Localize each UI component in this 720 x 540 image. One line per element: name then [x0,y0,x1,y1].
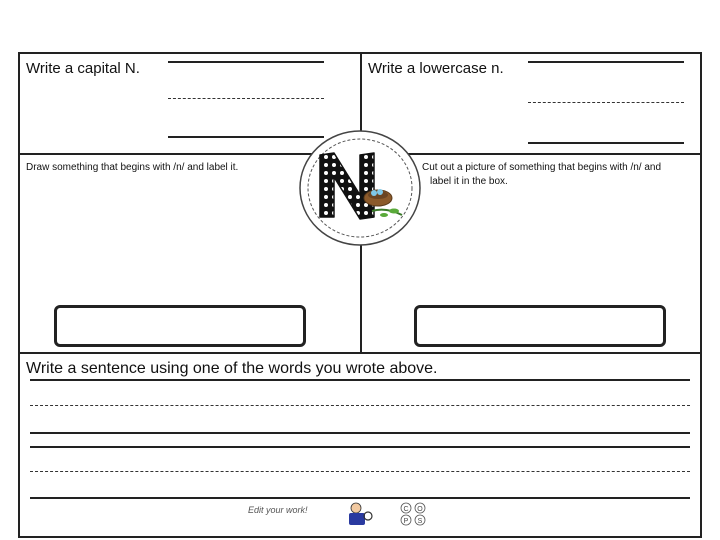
letter-n-badge [298,129,422,247]
sentence-line-2-top [30,446,690,448]
cops-letter-p: P [403,518,409,525]
sentence-line-1-top [30,379,690,381]
capital-top-line [168,61,324,63]
cut-label-box[interactable] [414,305,666,347]
sentence-line-2-base[interactable] [30,497,690,499]
cut-prompt-line2: label it in the box. [430,176,508,187]
capital-mid-dashed-line [168,98,324,99]
cops-letter-o: O [417,506,423,513]
lowercase-top-line [528,61,684,63]
lowercase-n-prompt: Write a lowercase n. [368,60,504,77]
student-with-magnifier-icon [349,503,372,525]
capital-n-prompt: Write a capital N. [26,60,140,77]
sentence-line-2-mid [30,471,690,472]
cut-prompt-line1: Cut out a picture of something that begins with /n/ and [422,162,662,173]
cops-checklist-graphic [344,500,434,528]
cops-letter-c: C [403,506,409,513]
draw-prompt: Draw something that begins with /n/ and label it. [26,162,239,173]
edit-your-work-text: Edit your work! [248,505,308,515]
sentence-divider [18,352,702,354]
sentence-line-1-base[interactable] [30,432,690,434]
sentence-prompt: Write a sentence using one of the words you wrote above. [26,360,438,377]
lowercase-base-line[interactable] [528,142,684,144]
cops-letter-s: S [417,518,423,525]
draw-label-box[interactable] [54,305,306,347]
sentence-line-1-mid [30,405,690,406]
lowercase-mid-dashed-line [528,102,684,103]
